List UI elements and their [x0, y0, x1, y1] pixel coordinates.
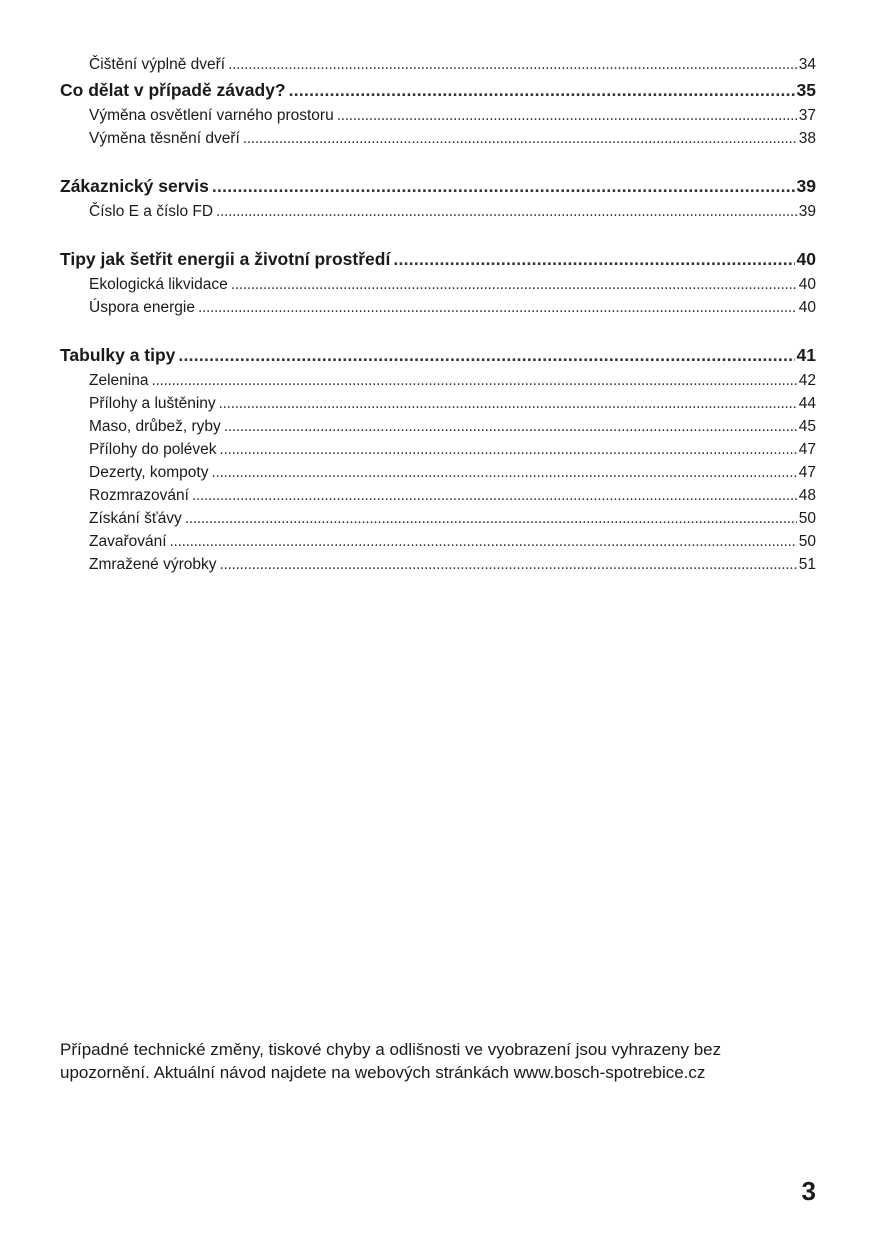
- toc-entry-title: Číslo E a číslo FD: [89, 203, 214, 220]
- toc-entry-page: 48: [798, 487, 816, 504]
- toc-entry-page: 50: [798, 510, 816, 527]
- toc-entry-title: Dezerty, kompoty: [89, 464, 209, 481]
- dot-leader: [219, 553, 796, 576]
- dot-leader: [228, 53, 797, 76]
- toc-section-page: 41: [796, 345, 816, 365]
- toc-entry-title: Čištění výplně dveří: [89, 56, 226, 73]
- table-of-contents: [60, 53, 816, 576]
- toc-entry[interactable]: [60, 415, 816, 438]
- toc-entry-page: 44: [798, 395, 816, 412]
- toc-entry-title: Přílohy a luštěniny: [89, 395, 216, 412]
- disclaimer-line: Případné technické změny, tiskové chyby a odlišnosti ve vyobrazení jsou vyhrazeny bez: [60, 1040, 722, 1059]
- toc-entry-page: 50: [798, 533, 816, 550]
- toc-entry-page: 38: [798, 130, 816, 147]
- toc-entry[interactable]: [60, 484, 816, 507]
- toc-section[interactable]: [60, 341, 816, 369]
- toc-section-page: 35: [796, 80, 816, 100]
- dot-leader: [220, 438, 797, 461]
- toc-entry-page: 45: [798, 418, 816, 435]
- dot-leader: [289, 76, 795, 104]
- toc-entry-page: 40: [798, 299, 816, 316]
- toc-entry-title: Přílohy do polévek: [89, 441, 217, 458]
- toc-section-page: 39: [796, 176, 816, 196]
- toc-section-title: Tipy jak šetřit energii a životní prostředí: [60, 249, 391, 269]
- toc-entry-title: Výměna těsnění dveří: [89, 130, 240, 147]
- dot-leader: [219, 392, 797, 415]
- toc-entry-page: 42: [798, 372, 816, 389]
- toc-entry[interactable]: [60, 392, 816, 415]
- toc-entry-title: Maso, drůbež, ryby: [89, 418, 221, 435]
- toc-entry[interactable]: [60, 200, 816, 223]
- dot-leader: [216, 200, 797, 223]
- toc-section[interactable]: [60, 172, 816, 200]
- toc-entry[interactable]: [60, 530, 816, 553]
- dot-leader: [178, 341, 794, 369]
- toc-section-title: Zákaznický servis: [60, 176, 209, 196]
- toc-entry-page: 51: [798, 556, 816, 573]
- toc-section[interactable]: [60, 245, 816, 273]
- toc-entry-title: Ekologická likvidace: [89, 276, 228, 293]
- dot-leader: [192, 484, 797, 507]
- toc-entry[interactable]: [60, 438, 816, 461]
- dot-leader: [170, 530, 797, 553]
- toc-section-title: Co dělat v případě závady?: [60, 80, 286, 100]
- toc-entry[interactable]: [60, 127, 816, 150]
- toc-section[interactable]: [60, 76, 816, 104]
- toc-entry-title: Zavařování: [89, 533, 167, 550]
- toc-section-title: Tabulky a tipy: [60, 345, 176, 365]
- disclaimer-line: upozornění. Aktuální návod najdete na webových stránkách www.bosch-spotrebice.cz: [60, 1063, 706, 1082]
- toc-entry[interactable]: [60, 296, 816, 319]
- dot-leader: [212, 172, 795, 200]
- dot-leader: [231, 273, 797, 296]
- toc-entry-page: 40: [798, 276, 816, 293]
- toc-entry-title: Úspora energie: [89, 299, 195, 316]
- toc-entry[interactable]: [60, 553, 816, 576]
- dot-leader: [224, 415, 797, 438]
- toc-entry[interactable]: [60, 273, 816, 296]
- toc-section-page: 40: [796, 249, 816, 269]
- disclaimer-note: [60, 1038, 820, 1084]
- page-number: 3: [801, 1176, 816, 1206]
- toc-entry-page: 37: [798, 107, 816, 124]
- toc-entry-page: 39: [798, 203, 816, 220]
- toc-entry-page: 47: [798, 441, 816, 458]
- toc-entry-title: Získání šťávy: [89, 510, 182, 527]
- dot-leader: [393, 245, 794, 273]
- toc-entry-title: Zmražené výrobky: [89, 556, 217, 573]
- dot-leader: [198, 296, 797, 319]
- dot-leader: [243, 127, 797, 150]
- toc-entry[interactable]: [60, 507, 816, 530]
- toc-entry-page: 47: [798, 464, 816, 481]
- toc-entry[interactable]: [60, 369, 816, 392]
- toc-entry[interactable]: [60, 53, 816, 76]
- dot-leader: [185, 507, 797, 530]
- dot-leader: [151, 369, 796, 392]
- toc-entry-title: Rozmrazování: [89, 487, 189, 504]
- toc-entry-title: Výměna osvětlení varného prostoru: [89, 107, 334, 124]
- toc-entry[interactable]: [60, 104, 816, 127]
- toc-entry[interactable]: [60, 461, 816, 484]
- dot-leader: [337, 104, 797, 127]
- toc-entry-title: Zelenina: [89, 372, 149, 389]
- dot-leader: [211, 461, 796, 484]
- toc-entry-page: 34: [798, 56, 816, 73]
